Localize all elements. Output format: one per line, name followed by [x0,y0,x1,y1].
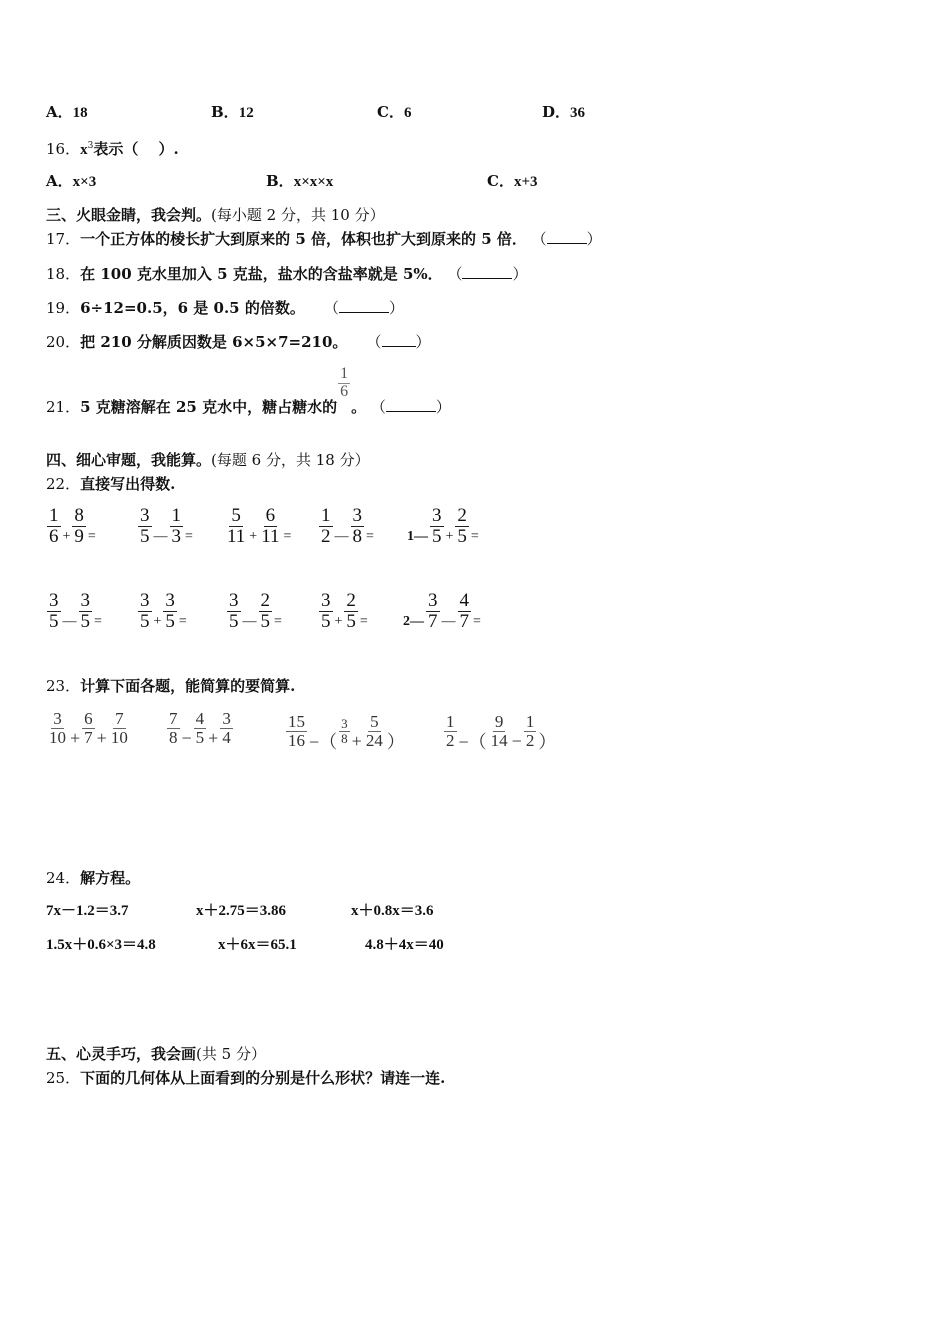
question-23: 23．计算下面各题，能简算的要简算. [46,677,296,695]
question-25: 25．下面的几何体从上面看到的分别是什么形状？请连一连. [46,1069,446,1087]
answer-blank[interactable] [386,397,436,412]
equation: x＋6x＝65.1 [218,937,297,953]
q15-option-b: B．12 [211,103,254,121]
calc-expression-2: $\frac{7}{8}$ − $\frac{4}{5}$ + $\frac{3}{4}$ [169,709,231,748]
question-16: 16．$x^3$表示（ ）. [46,140,179,158]
oral-calc-expression: $\frac{3}{5}$ — $\frac{1}{3}$ = [140,505,193,547]
answer-blank[interactable] [382,332,416,347]
oral-calc-expression: $\frac{3}{5}$ + $\frac{2}{5}$ = [321,590,368,632]
question-21: 21．5 克糖溶解在 25 克水中，糖占糖水的 $\frac{1}{6}$ 。 （ ） [46,365,451,417]
question-18: 18．在 100 克水里加入 5 克盐，盐水的含盐率就是 5%． （ ） [46,265,528,283]
equation: 1.5x＋0.6×3＝4.8 [46,937,156,953]
equation: x＋2.75＝3.86 [196,903,287,919]
fraction: $\frac{1}{6}$ [340,365,349,400]
oral-calc-expression: $\frac{3}{5}$ — $\frac{2}{5}$ = [229,590,282,632]
oral-calc-expression: $\frac{1}{2}$ — $\frac{3}{8}$ = [321,505,374,547]
question-22: 22．直接写出得数. [46,475,176,493]
oral-calc-expression: $\frac{5}{11}$ + $\frac{6}{11}$ = [227,505,292,547]
question-19: 19．6÷12=0.5，6 是 0.5 的倍数。 （ ） [46,299,404,317]
question-24: 24．解方程。 [46,869,141,887]
q16-option-c: C．x+3 [487,172,538,190]
q16-option-b: B．x×x×x [266,172,334,190]
answer-blank[interactable] [462,264,512,279]
oral-calc-expression: $\frac{3}{5}$ — $\frac{3}{5}$ = [49,590,102,632]
q16-option-a: A．x×3 [46,172,97,190]
equation: 4.8＋4x＝40 [365,937,444,953]
q15-option-c: C．6 [377,103,412,121]
section-4-heading: 四、细心审题，我能算。(每题 6 分，共 18 分） [46,451,370,469]
question-20: 20．把 210 分解质因数是 6×5×7=210。 （ ） [46,333,431,351]
section-3-heading: 三、火眼金睛，我会判。(每小题 2 分，共 10 分） [46,206,385,224]
equation: 7x－1.2＝3.7 [46,903,129,919]
oral-calc-expression: 1— $\frac{3}{5}$ + $\frac{2}{5}$ = [407,505,479,547]
answer-blank[interactable] [547,229,587,244]
calc-expression-4: $\frac{1}{2}$ −（ $\frac{9}{14}$ − $\frac{1}{2}$ ） [446,711,557,752]
calc-expression-3: $\frac{15}{16}$ −（ $\frac{3}{8}$ + $\frac{5}{24}$ ） [288,711,405,752]
question-17: 17．一个正方体的棱长扩大到原来的 5 倍，体积也扩大到原来的 5 倍． （ ） [46,230,602,248]
section-5-heading: 五、心灵手巧，我会画(共 5 分） [46,1045,266,1063]
oral-calc-expression: $\frac{3}{5}$ + $\frac{3}{5}$ = [140,590,187,632]
answer-blank[interactable] [339,298,389,313]
oral-calc-expression: $\frac{1}{6}$ + $\frac{8}{9}$ = [49,505,96,547]
q15-option-a: A．18 [46,103,88,121]
q15-option-d: D．36 [542,103,586,121]
oral-calc-expression: 2— $\frac{3}{7}$ — $\frac{4}{7}$ = [403,590,481,632]
calc-expression-1: $\frac{3}{10}$ + $\frac{6}{7}$ + $\frac{7}{10}$ [49,709,128,748]
equation: x＋0.8x＝3.6 [351,903,434,919]
